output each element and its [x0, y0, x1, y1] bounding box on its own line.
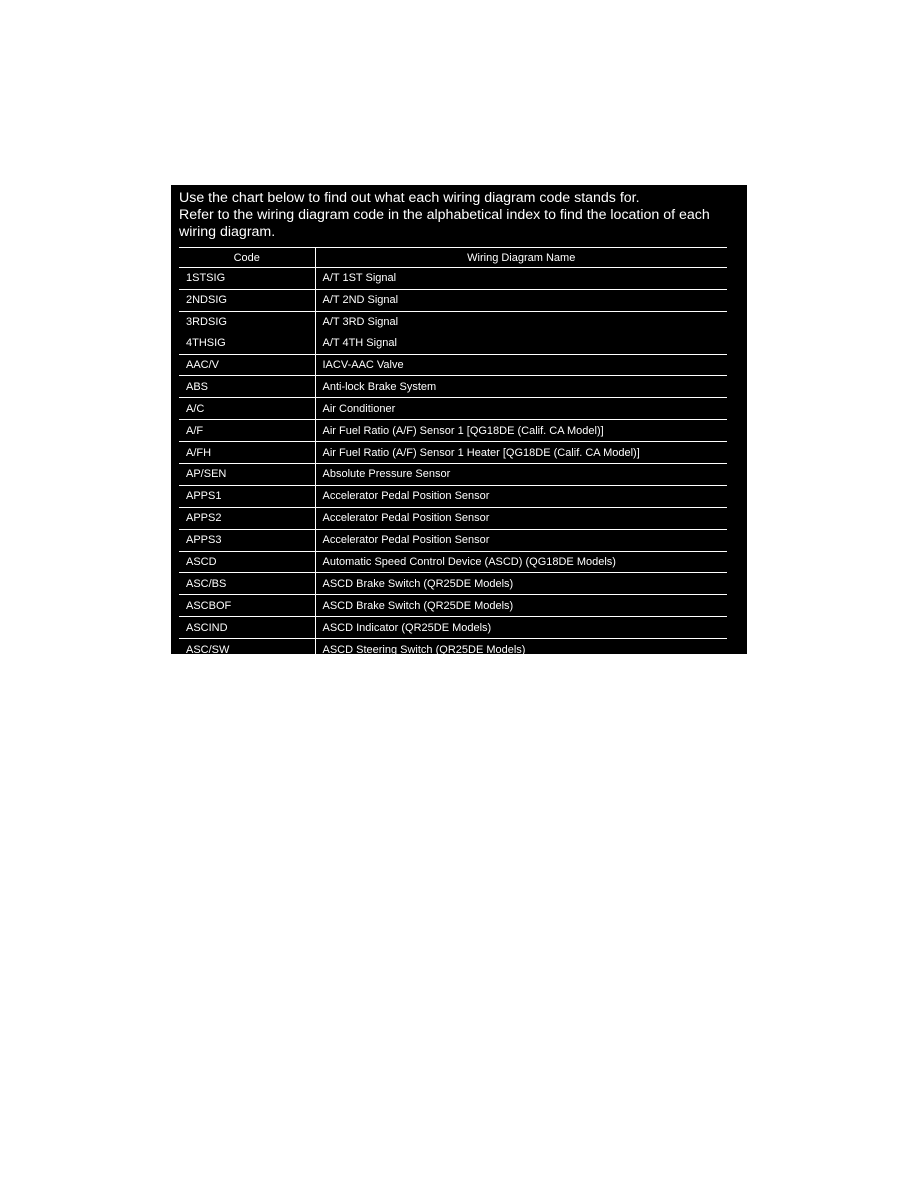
- table-row: [179, 573, 727, 595]
- cell-code: 2NDSIG: [179, 289, 315, 311]
- code-table: [179, 247, 727, 661]
- cell-code: APPS1: [179, 485, 315, 507]
- cell-diagram-name: ASCD Brake Switch (QR25DE Models): [315, 595, 727, 617]
- cell-diagram-name: Air Fuel Ratio (A/F) Sensor 1 [QG18DE (Calif. CA Model)]: [315, 420, 727, 442]
- table-row: [179, 551, 727, 573]
- cell-code: ABS: [179, 376, 315, 398]
- cell-diagram-name: A/T 4TH Signal: [315, 333, 727, 354]
- cell-diagram-name: A/T 1ST Signal: [315, 268, 727, 290]
- cell-diagram-name: Accelerator Pedal Position Sensor: [315, 507, 727, 529]
- wiring-code-chart: [171, 185, 747, 654]
- cell-diagram-name: A/T 2ND Signal: [315, 289, 727, 311]
- cell-code: A/F: [179, 420, 315, 442]
- cell-code: APPS3: [179, 529, 315, 551]
- cell-diagram-name: Air Fuel Ratio (A/F) Sensor 1 Heater [QG18DE (Calif. CA Model)]: [315, 442, 727, 464]
- cell-code: A/C: [179, 398, 315, 420]
- chart-intro: [179, 190, 737, 241]
- table-row: [179, 333, 727, 354]
- table-header-row: [179, 248, 727, 268]
- cell-code: AP/SEN: [179, 464, 315, 486]
- table-row: [179, 617, 727, 639]
- table-row: [179, 595, 727, 617]
- code-table-wrapper: [179, 247, 727, 661]
- cell-code: 4THSIG: [179, 333, 315, 354]
- cell-diagram-name: ASCD Steering Switch (QR25DE Models): [315, 639, 727, 661]
- table-row: [179, 442, 727, 464]
- table-row: [179, 268, 727, 290]
- table-row: [179, 639, 727, 661]
- table-body: [179, 268, 727, 661]
- cell-diagram-name: Absolute Pressure Sensor: [315, 464, 727, 486]
- table-row: [179, 485, 727, 507]
- table-row: [179, 420, 727, 442]
- cell-code: 1STSIG: [179, 268, 315, 290]
- table-row: [179, 289, 727, 311]
- cell-diagram-name: A/T 3RD Signal: [322, 316, 399, 329]
- cell-diagram-name: ASCD Brake Switch (QR25DE Models): [315, 573, 727, 595]
- cell-code: APPS2: [179, 507, 315, 529]
- cell-code: AAC/V: [179, 354, 315, 376]
- cell-code: ASC/BS: [179, 573, 315, 595]
- cell-diagram-name: Air Conditioner: [315, 398, 727, 420]
- table-row: [179, 311, 727, 332]
- cell-code: A/FH: [179, 442, 315, 464]
- table-row: [179, 529, 727, 551]
- table-row: [179, 398, 727, 420]
- header-name: Wiring Diagram Name: [315, 248, 727, 268]
- cell-code: ASCIND: [179, 617, 315, 639]
- cell-diagram-name: Anti-lock Brake System: [315, 376, 727, 398]
- table-row: [179, 464, 727, 486]
- cell-code: ASCBOF: [179, 595, 315, 617]
- cell-diagram-name: Accelerator Pedal Position Sensor: [315, 529, 727, 551]
- cell-code: ASCD: [179, 551, 315, 573]
- intro-line-1: Use the chart below to find out what each wiring diagram code stands for.: [179, 190, 640, 206]
- cell-diagram-name: ASCD Indicator (QR25DE Models): [315, 617, 727, 639]
- table-row: [179, 507, 727, 529]
- intro-line-2: Refer to the wiring diagram code in the alphabetical index to find the location of each wiring diagram.: [179, 207, 710, 240]
- cell-diagram-name: Automatic Speed Control Device (ASCD) (QG18DE Models): [315, 551, 727, 573]
- cell-diagram-name: IACV-AAC Valve: [315, 354, 727, 376]
- cell-code: 3RDSIG: [179, 311, 315, 332]
- header-code: Code: [179, 248, 315, 268]
- table-row: [179, 354, 727, 376]
- cell-diagram-name: Accelerator Pedal Position Sensor: [315, 485, 727, 507]
- cell-code: ASC/SW: [179, 639, 315, 661]
- table-row: [179, 376, 727, 398]
